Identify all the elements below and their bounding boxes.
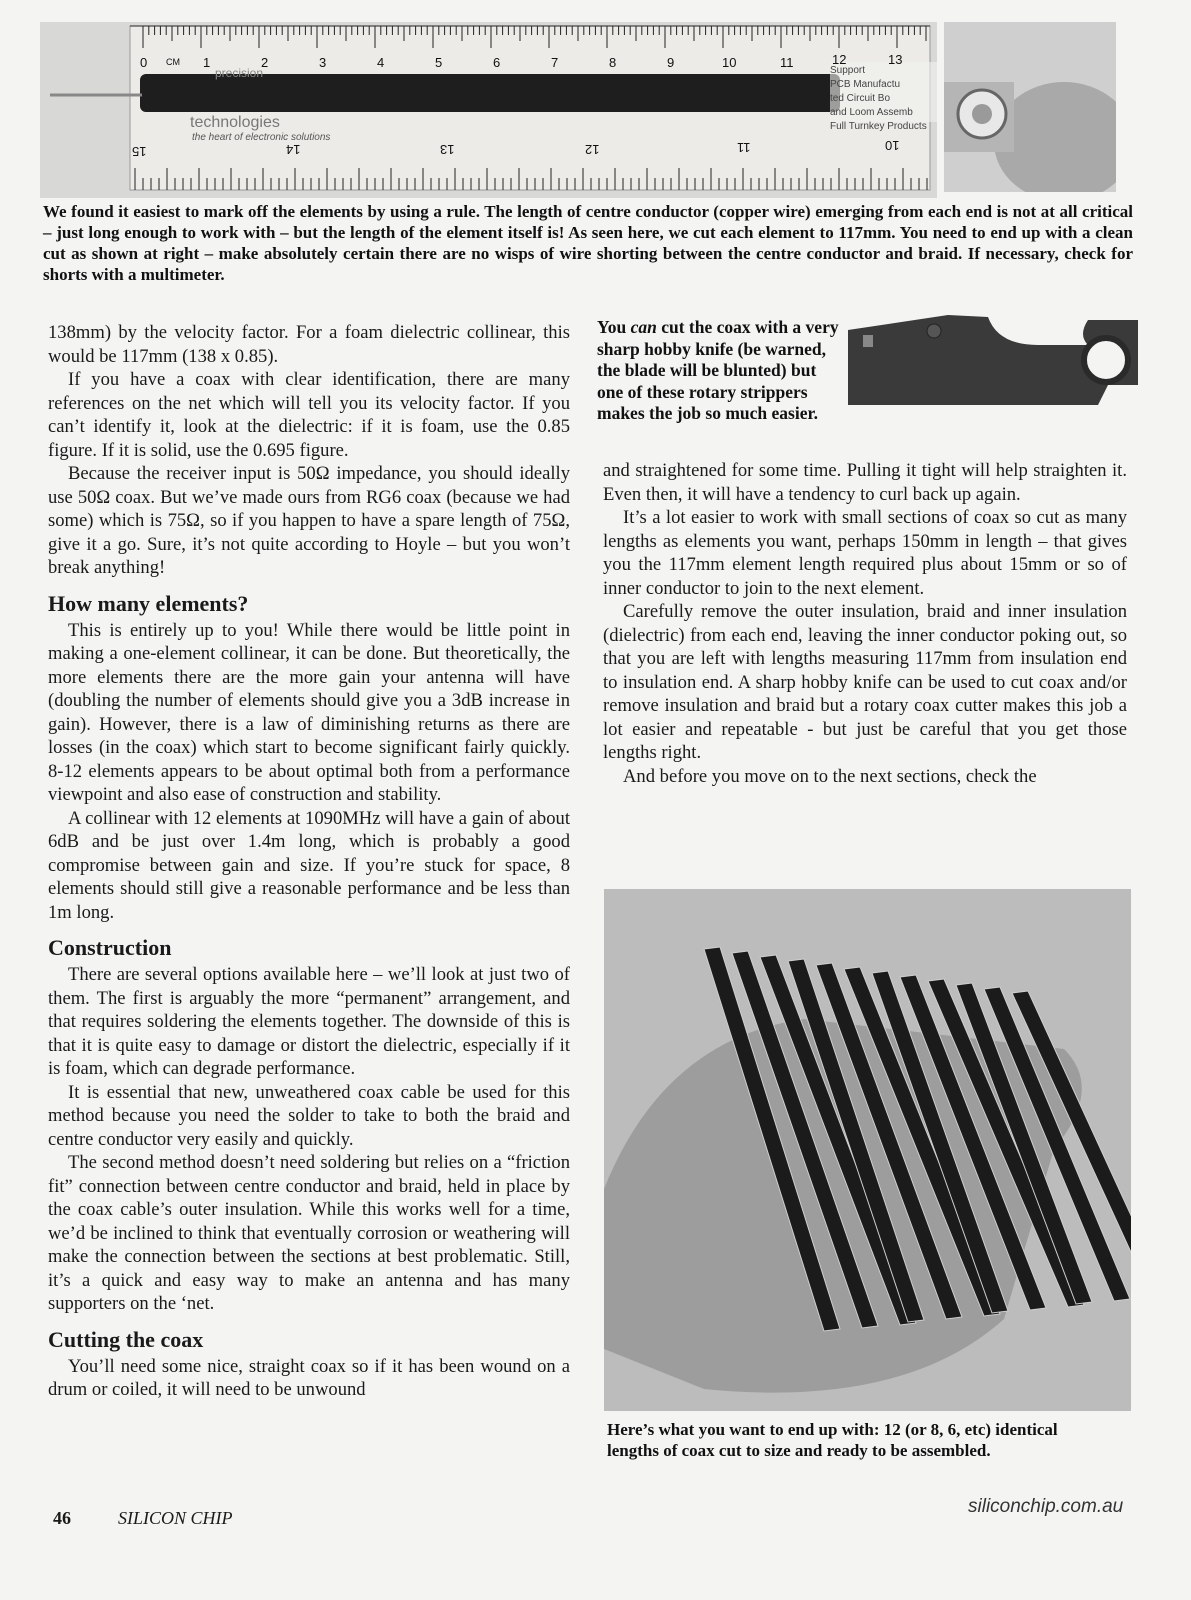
coax-end-photo: [944, 22, 1116, 192]
ruler-number: 3: [319, 55, 327, 70]
ruler-number: 4: [377, 55, 385, 70]
ruler-number: 10: [722, 55, 737, 70]
paragraph: 138mm) by the velocity factor. For a foam dielectric collinear, this would be 117mm (138 x 0.85).: [48, 322, 570, 367]
paragraph: Carefully remove the outer insulation, braid and inner insulation (dielectric) from each end, leaving the inner conductor poking out, so that you are left with lengths measuring 117mm from insulation end to insulation end. A sharp hobby knife can be used to cut coax and/or remove insulation and braid but a rotary coax cutter makes this job a lot easier and repeatable - but just be careful that you get those lengths right.: [603, 601, 1127, 763]
paragraph: It’s a lot easier to work with small sections of coax so cut as many lengths as elements you want, perhaps 150mm in length – that gives you the 117mm element length required plus about 15mm or so of inner conductor to join to the next element.: [603, 507, 1127, 599]
paragraph: A collinear with 12 elements at 1090MHz will have a gain of about 6dB and be just over 1.4m long, which is probably a good compromise between gain and size. If you’re stuck for space, 8 elements should still give a reasonable performance and be less than 1m long.: [48, 807, 570, 923]
ruler-number: 0: [140, 55, 148, 70]
ruler-brand: technologies: [190, 114, 280, 131]
ruler-number: 12: [585, 142, 600, 157]
ruler-number: 10: [885, 138, 900, 153]
rotary-stripper-photo: [838, 305, 1138, 425]
ruler-number: CM: [166, 57, 180, 67]
ruler-number: 15: [132, 144, 147, 159]
ruler-number: 6: [493, 55, 501, 70]
coax-end-illustration: [944, 22, 1116, 192]
left-column: [48, 321, 570, 1402]
coax-lengths-photo: [604, 889, 1131, 1411]
paragraph: The second method doesn’t need soldering but relies on a “friction fit” connection between centre conductor and braid, held in place by the coax cable’s outer insulation. While this works well for a time, we’d be inclined to think that eventually corrosion or weathering will make the connection between the sections at best problematic. Still, it’s a quick and easy way to make an antenna and has many supporters on the ‘net.: [48, 1152, 570, 1314]
ruler-tagline: the heart of electronic solutions: [192, 132, 331, 143]
ruler-number: 5: [435, 55, 443, 70]
ruler-photo-caption: We found it easiest to mark off the elements by using a rule. The length of centre conductor (copper wire) emerging from each end is not at all critical – just long enough to work with – but the length of the element itself is! As seen here, we cut each element to 117mm. You need to end up with a clean cut as shown at right – make absolutely certain there are no wisps of wire shorting between the centre conductor and braid. If necessary, check for shorts with a multimeter.: [43, 202, 1133, 284]
stripper-caption: [597, 317, 842, 425]
ruler-service: Full Turnkey Products: [830, 121, 927, 132]
ruler-number: 11: [780, 55, 794, 70]
ruler-number: 1: [203, 55, 211, 70]
ruler-coax-photo: [40, 22, 937, 198]
ruler-service: and Loom Assemb: [830, 107, 913, 118]
section-heading: Construction: [48, 935, 172, 960]
ruler-brand: precision: [215, 66, 264, 80]
ruler-number: 12: [832, 52, 847, 67]
ruler-service: PCB Manufactu: [830, 79, 901, 90]
website-url: siliconchip.com.au: [968, 1496, 1124, 1517]
ruler-number: 7: [551, 55, 559, 70]
magazine-name: SILICON CHIP: [118, 1508, 233, 1528]
coax-photo-caption: Here’s what you want to end up with: 12 (or 8, 6, etc) identical lengths of coax cut to size and ready to be assembled.: [607, 1420, 1058, 1460]
ruler-number: 2: [261, 55, 269, 70]
section-heading: Cutting the coax: [48, 1326, 204, 1352]
ruler-number: 14: [286, 142, 301, 157]
caption-text: You: [597, 317, 631, 337]
paragraph: There are several options available here – we’ll look at just two of them. The first is arguably the more “permanent” arrangement, and that requires soldering the elements together. The downside of this is that it is quite easy to damage or distort the dielectric, especially if it is foam, which can degrade performance.: [48, 964, 570, 1079]
paragraph: You’ll need some nice, straight coax so if it has been wound on a drum or coiled, it will need to be unwound: [48, 1355, 570, 1400]
ruler-number: 9: [667, 55, 675, 70]
ruler-service: Support: [830, 65, 866, 76]
paragraph: Because the receiver input is 50Ω impedance, you should ideally use 50Ω coax. But we’ve made ours from RG6 coax (because we had some) which is 75Ω, so if you happen to have a spare length of 75Ω, give it a go. Sure, it’s not quite according to Hoyle – but you won’t break anything!: [48, 463, 570, 578]
ruler-illustration: [40, 22, 937, 198]
paragraph: And before you move on to the next sections, check the: [623, 765, 1037, 787]
right-column: [603, 459, 1127, 788]
caption-emphasis: can: [630, 317, 657, 337]
section-heading: How many elements?: [48, 590, 249, 616]
ruler-service: ted Circuit Bo: [830, 93, 891, 104]
ruler-number: 13: [440, 142, 455, 157]
paragraph: This is entirely up to you! While there would be little point in making a one-element collinear, it can be done. But theoretically, the more elements there are the more gain your antenna will have (doubling the number of elements should give you a 3dB increase in gain). However, there is a law of diminishing returns as there are losses (in the coax) which start to become significant fairly quickly. 8-12 elements appears to be about optimal both from a performance viewpoint and also ease of construction and stability.: [48, 619, 570, 805]
paragraph: and straightened for some time. Pulling it tight will help straighten it. Even then, it will have a tendency to curl back up again.: [603, 460, 1127, 505]
page-number: 46: [53, 1508, 71, 1528]
ruler-number: 11: [737, 140, 751, 155]
ruler-number: 8: [609, 55, 617, 70]
ruler-number: 13: [888, 52, 903, 67]
paragraph: It is essential that new, unweathered coax cable be used for this method because you need the solder to take to both the braid and centre conductor very easily and quickly.: [48, 1081, 570, 1150]
paragraph: If you have a coax with clear identification, there are many references on the net which will tell you its velocity factor. If you can’t identify it, look at the dielectric: if it is foam, use the 0.85 figure. If it is solid, use the 0.695 figure.: [48, 369, 570, 461]
caption-text: cut the coax with a very sharp hobby knife (be warned, the blade will be blunted) but one of these rotary strippers makes the job so much easier.: [597, 317, 839, 423]
rotary-stripper-illustration: [838, 305, 1138, 425]
coax-lengths-illustration: [604, 889, 1131, 1411]
